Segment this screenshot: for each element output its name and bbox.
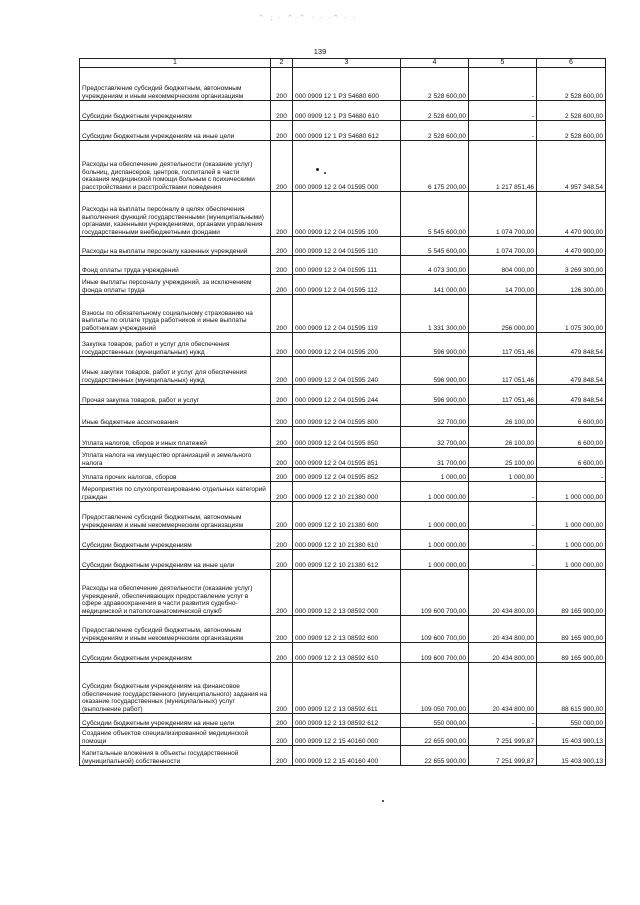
table-row [80, 405, 606, 427]
row-budget-code: 000 0909 12 1 Р3 54680 610 [293, 101, 401, 121]
row-name [80, 482, 271, 502]
row-name [80, 333, 271, 357]
row-budget-code: 000 0909 12 2 04 01595 111 [293, 256, 401, 275]
table-row [80, 357, 606, 385]
scan-speck [316, 168, 319, 171]
row-name [80, 101, 271, 121]
row-name [80, 192, 271, 237]
page-number: 139 [313, 47, 327, 56]
row-approved-amount: 32 700,00 [401, 427, 469, 448]
row-unexecuted-amount: 3 269 300,00 [537, 256, 606, 275]
row-approved-amount: 4 073 300,00 [401, 256, 469, 275]
row-name-text: Субсидии бюджетным учреждениям на финансовое обеспечение государственного (муниципального) задания на оказание государственных (муниципальных) услуг (выполнение работ) [82, 683, 268, 713]
row-approved-amount: 109 050 700,00 [401, 663, 469, 714]
row-approved-amount: 2 528 600,00 [401, 101, 469, 121]
row-approved-amount: 2 528 600,00 [401, 121, 469, 141]
row-name-text: Предоставление субсидий бюджетным, автономным учреждениям и иным некоммерческим организациям [82, 627, 244, 642]
row-approved-amount: 22 655 900,00 [401, 746, 469, 766]
row-name [80, 256, 271, 275]
row-executed-amount: 256 000,00 [469, 295, 537, 333]
row-name [80, 448, 271, 468]
row-name-text: Субсидии бюджетным учреждениям на иные цели [82, 132, 235, 140]
row-line-code: 200 [271, 714, 293, 728]
row-line-code: 200 [271, 448, 293, 468]
row-name-text: Иные закупки товаров, работ и услуг для обеспечения государственных (муниципальных) нужд [82, 369, 247, 384]
row-budget-code: 000 0909 12 2 10 21380 612 [293, 550, 401, 570]
row-executed-amount: 20 434 800,00 [469, 643, 537, 663]
table-row [80, 333, 606, 357]
table-row [80, 482, 606, 502]
row-unexecuted-amount: 89 165 900,00 [537, 570, 606, 616]
column-header: 5 [469, 59, 537, 68]
table-row [80, 714, 606, 728]
column-header: 2 [271, 59, 293, 68]
row-budget-code: 000 0909 12 2 04 01595 100 [293, 192, 401, 237]
row-budget-code: 000 0909 12 1 Р3 54680 612 [293, 121, 401, 141]
row-executed-amount: 20 434 800,00 [469, 663, 537, 714]
row-name [80, 643, 271, 663]
row-name [80, 663, 271, 714]
table-row [80, 616, 606, 643]
row-budget-code: 000 0909 12 2 13 08592 610 [293, 643, 401, 663]
row-name [80, 141, 271, 192]
row-line-code: 200 [271, 643, 293, 663]
row-approved-amount: 1 000 000,00 [401, 530, 469, 550]
row-line-code: 200 [271, 616, 293, 643]
row-name [80, 570, 271, 616]
row-name-text: Субсидии бюджетным учреждениям на иные цели [82, 719, 235, 727]
row-unexecuted-amount: 6 600,00 [537, 427, 606, 448]
row-unexecuted-amount: 89 165 900,00 [537, 643, 606, 663]
table-row [80, 427, 606, 448]
table-row [80, 192, 606, 237]
row-approved-amount: 596 900,00 [401, 385, 469, 405]
row-executed-amount: - [469, 550, 537, 570]
row-budget-code: 000 0909 12 2 04 01595 119 [293, 295, 401, 333]
row-approved-amount: 109 600 700,00 [401, 643, 469, 663]
row-name-text: Субсидии бюджетным учреждениям [82, 654, 192, 662]
table-row [80, 468, 606, 482]
row-executed-amount: 1 074 700,00 [469, 237, 537, 256]
table-row [80, 121, 606, 141]
row-unexecuted-amount: 4 470 900,00 [537, 192, 606, 237]
row-executed-amount: - [469, 482, 537, 502]
row-name-text: Субсидии бюджетным учреждениям на иные цели [82, 561, 235, 569]
row-executed-amount: 7 251 999,87 [469, 728, 537, 746]
row-approved-amount: 1 000,00 [401, 468, 469, 482]
row-unexecuted-amount: 479 848,54 [537, 357, 606, 385]
row-executed-amount: 7 251 999,87 [469, 746, 537, 766]
row-unexecuted-amount: 2 528 600,00 [537, 101, 606, 121]
row-name-text: Взносы по обязательному социальному страхованию на выплаты по оплате труда работников и иные выплаты работникам учреждений [82, 309, 253, 332]
row-executed-amount: 117 051,46 [469, 385, 537, 405]
row-budget-code: 000 0909 12 2 13 08592 612 [293, 714, 401, 728]
row-approved-amount: 32 700,00 [401, 405, 469, 427]
row-executed-amount: 804 000,00 [469, 256, 537, 275]
table-row [80, 275, 606, 295]
row-approved-amount: 109 600 700,00 [401, 570, 469, 616]
row-name-text: Субсидии бюджетным учреждениям [82, 112, 192, 120]
column-header: 4 [401, 59, 469, 68]
row-line-code: 200 [271, 530, 293, 550]
row-line-code: 200 [271, 427, 293, 448]
row-executed-amount: 20 434 800,00 [469, 616, 537, 643]
row-line-code: 200 [271, 482, 293, 502]
row-line-code: 200 [271, 295, 293, 333]
row-name-text: Иные выплаты персоналу учреждений, за исключением фонда оплаты труда [82, 279, 252, 294]
row-unexecuted-amount: 479 848,54 [537, 385, 606, 405]
row-unexecuted-amount: 6 600,00 [537, 448, 606, 468]
table-row [80, 295, 606, 333]
scan-marks: ^ ; · ^·^ · · ·^ · · [258, 14, 358, 22]
table-row [80, 385, 606, 405]
row-unexecuted-amount: 1 000 000,00 [537, 530, 606, 550]
row-name [80, 427, 271, 448]
row-approved-amount: 1 331 300,00 [401, 295, 469, 333]
row-line-code: 200 [271, 385, 293, 405]
table-row [80, 746, 606, 766]
row-name [80, 275, 271, 295]
row-approved-amount: 550 000,00 [401, 714, 469, 728]
row-budget-code: 000 0909 12 2 13 08592 611 [293, 663, 401, 714]
row-name-text: Капитальные вложения в объекты государственной (муниципальной) собственности [82, 750, 239, 765]
row-executed-amount: 25 100,00 [469, 448, 537, 468]
row-unexecuted-amount: 550 000,00 [537, 714, 606, 728]
row-executed-amount: 26 100,00 [469, 427, 537, 448]
row-line-code: 200 [271, 101, 293, 121]
row-name-text: Фонд оплаты труда учреждений [82, 266, 179, 274]
row-name [80, 530, 271, 550]
table-row [80, 570, 606, 616]
row-name-text: Прочая закупка товаров, работ и услуг [82, 396, 200, 404]
row-approved-amount: 5 545 600,00 [401, 237, 469, 256]
row-executed-amount: - [469, 68, 537, 101]
row-budget-code: 000 0909 12 2 04 01595 240 [293, 357, 401, 385]
row-approved-amount: 596 900,00 [401, 357, 469, 385]
row-budget-code: 000 0909 12 2 13 08592 600 [293, 616, 401, 643]
row-line-code: 200 [271, 237, 293, 256]
row-approved-amount: 6 175 200,00 [401, 141, 469, 192]
row-name [80, 746, 271, 766]
column-number-row [80, 59, 606, 68]
column-header: 6 [537, 59, 606, 68]
row-name [80, 295, 271, 333]
row-approved-amount: 1 000 000,00 [401, 482, 469, 502]
row-name [80, 68, 271, 101]
row-line-code: 200 [271, 728, 293, 746]
row-executed-amount: 1 217 851,46 [469, 141, 537, 192]
row-budget-code: 000 0909 12 2 04 01595 800 [293, 405, 401, 427]
row-unexecuted-amount: 88 615 900,00 [537, 663, 606, 714]
row-unexecuted-amount: 2 528 600,00 [537, 68, 606, 101]
table-row [80, 550, 606, 570]
row-unexecuted-amount: 1 000 000,00 [537, 502, 606, 530]
row-unexecuted-amount: 479 848,54 [537, 333, 606, 357]
row-name [80, 357, 271, 385]
row-name-text: Уплата налога на имущество организаций и земельного налога [82, 452, 252, 467]
row-name [80, 405, 271, 427]
row-name-text: Расходы на выплаты персоналу казенных учреждений [82, 247, 248, 255]
row-budget-code: 000 0909 12 2 04 01595 850 [293, 427, 401, 448]
row-approved-amount: 22 655 900,00 [401, 728, 469, 746]
row-executed-amount: 117 051,46 [469, 357, 537, 385]
row-name-text: Расходы на обеспечение деятельности (оказание услуг) учреждений, обеспечивающих предоставление услуг в сфере здравоохранения в части развития судебно-медицинской и патологоанатомической служб [82, 585, 253, 615]
row-budget-code: 000 0909 12 2 10 21380 000 [293, 482, 401, 502]
row-line-code: 200 [271, 275, 293, 295]
row-line-code: 200 [271, 121, 293, 141]
table-row [80, 68, 606, 101]
row-budget-code: 000 0909 12 2 04 01595 110 [293, 237, 401, 256]
table-row [80, 141, 606, 192]
row-budget-code: 000 0909 12 2 04 01595 852 [293, 468, 401, 482]
column-header: 1 [80, 59, 271, 68]
row-line-code: 200 [271, 68, 293, 101]
column-header: 3 [293, 59, 401, 68]
row-unexecuted-amount: 2 528 600,00 [537, 121, 606, 141]
table-row [80, 448, 606, 468]
row-name-text: Иные бюджетные ассигнования [82, 418, 179, 426]
row-line-code: 200 [271, 746, 293, 766]
row-line-code: 200 [271, 663, 293, 714]
row-executed-amount: 14 700,00 [469, 275, 537, 295]
row-unexecuted-amount: 126 300,00 [537, 275, 606, 295]
row-approved-amount: 109 600 700,00 [401, 616, 469, 643]
row-budget-code: 000 0909 12 2 10 21380 610 [293, 530, 401, 550]
row-unexecuted-amount: - [537, 468, 606, 482]
row-unexecuted-amount: 6 600,00 [537, 405, 606, 427]
row-line-code: 200 [271, 141, 293, 192]
row-executed-amount: 1 074 700,00 [469, 192, 537, 237]
row-executed-amount: - [469, 714, 537, 728]
table-row [80, 101, 606, 121]
row-name-text: Уплата прочих налогов, сборов [82, 473, 177, 481]
row-executed-amount: - [469, 121, 537, 141]
table-row [80, 643, 606, 663]
row-approved-amount: 2 528 600,00 [401, 68, 469, 101]
row-executed-amount: 20 434 800,00 [469, 570, 537, 616]
row-unexecuted-amount: 15 403 900,13 [537, 746, 606, 766]
row-name [80, 237, 271, 256]
row-unexecuted-amount: 4 470 900,00 [537, 237, 606, 256]
row-executed-amount: 117 051,46 [469, 333, 537, 357]
row-unexecuted-amount: 1 075 300,00 [537, 295, 606, 333]
row-budget-code: 000 0909 12 2 04 01595 112 [293, 275, 401, 295]
budget-execution-table [79, 58, 606, 766]
row-budget-code: 000 0909 12 2 15 40160 400 [293, 746, 401, 766]
row-line-code: 200 [271, 502, 293, 530]
row-line-code: 200 [271, 550, 293, 570]
row-unexecuted-amount: 89 165 900,00 [537, 616, 606, 643]
row-unexecuted-amount: 1 000 000,00 [537, 550, 606, 570]
table-row [80, 530, 606, 550]
row-budget-code: 000 0909 12 2 04 01595 851 [293, 448, 401, 468]
row-approved-amount: 1 000 000,00 [401, 502, 469, 530]
row-name [80, 502, 271, 530]
table-row [80, 237, 606, 256]
row-unexecuted-amount: 15 403 900,13 [537, 728, 606, 746]
row-executed-amount: 1 000,00 [469, 468, 537, 482]
row-name-text: Мероприятия по слухопротезированию отдельных категорий граждан [82, 486, 266, 501]
row-unexecuted-amount: 1 000 000,00 [537, 482, 606, 502]
row-executed-amount: - [469, 502, 537, 530]
row-budget-code: 000 0909 12 2 10 21380 600 [293, 502, 401, 530]
row-name [80, 385, 271, 405]
row-name [80, 550, 271, 570]
row-name-text: Предоставление субсидий бюджетным, автономным учреждениям и иным некоммерческим организациям [82, 514, 244, 529]
row-executed-amount: - [469, 101, 537, 121]
row-budget-code: 000 0909 12 2 13 08592 000 [293, 570, 401, 616]
row-executed-amount: 26 100,00 [469, 405, 537, 427]
row-name-text: Предоставление субсидий бюджетным, автономным учреждениям и иным некоммерческим организациям [82, 85, 244, 100]
table-row [80, 502, 606, 530]
row-name-text: Создание объектов специализированной медицинской помощи [82, 730, 249, 745]
row-approved-amount: 31 700,00 [401, 448, 469, 468]
row-name [80, 616, 271, 643]
row-name-text: Закупка товаров, работ и услуг для обеспечения государственных (муниципальных) нужд [82, 341, 230, 356]
table-row [80, 663, 606, 714]
row-name-text: Уплата налогов, сборов и иных платежей [82, 439, 207, 447]
table-row [80, 256, 606, 275]
row-line-code: 200 [271, 570, 293, 616]
row-budget-code: 000 0909 12 2 04 01595 200 [293, 333, 401, 357]
row-name-text: Расходы на обеспечение деятельности (оказание услуг) больниц, диспансеров, центров, госпиталей в части оказания медицинской помощи больным с психическими расстройствами и расстройствами поведения [82, 161, 255, 191]
row-line-code: 200 [271, 468, 293, 482]
row-line-code: 200 [271, 192, 293, 237]
row-unexecuted-amount: 4 957 348,54 [537, 141, 606, 192]
row-name-text: Субсидии бюджетным учреждениям [82, 541, 192, 549]
row-approved-amount: 596 900,00 [401, 333, 469, 357]
scan-speck [324, 172, 326, 174]
row-approved-amount: 5 545 600,00 [401, 192, 469, 237]
row-budget-code: 000 0909 12 2 04 01595 000 [293, 141, 401, 192]
row-line-code: 200 [271, 333, 293, 357]
row-line-code: 200 [271, 357, 293, 385]
row-name [80, 714, 271, 728]
row-name [80, 728, 271, 746]
row-name [80, 468, 271, 482]
scan-speck [382, 800, 384, 802]
table-row [80, 728, 606, 746]
row-name [80, 121, 271, 141]
row-executed-amount: - [469, 530, 537, 550]
row-line-code: 200 [271, 405, 293, 427]
row-budget-code: 000 0909 12 2 15 40160 000 [293, 728, 401, 746]
row-approved-amount: 141 000,00 [401, 275, 469, 295]
row-name-text: Расходы на выплаты персоналу в целях обеспечения выполнения функций государственными (муниципальными) органами, казенными учреждениями, органами управления государственными внебюджетными фондами [82, 206, 264, 236]
row-budget-code: 000 0909 12 1 Р3 54680 600 [293, 68, 401, 101]
row-budget-code: 000 0909 12 2 04 01595 244 [293, 385, 401, 405]
row-line-code: 200 [271, 256, 293, 275]
row-approved-amount: 1 000 000,00 [401, 550, 469, 570]
